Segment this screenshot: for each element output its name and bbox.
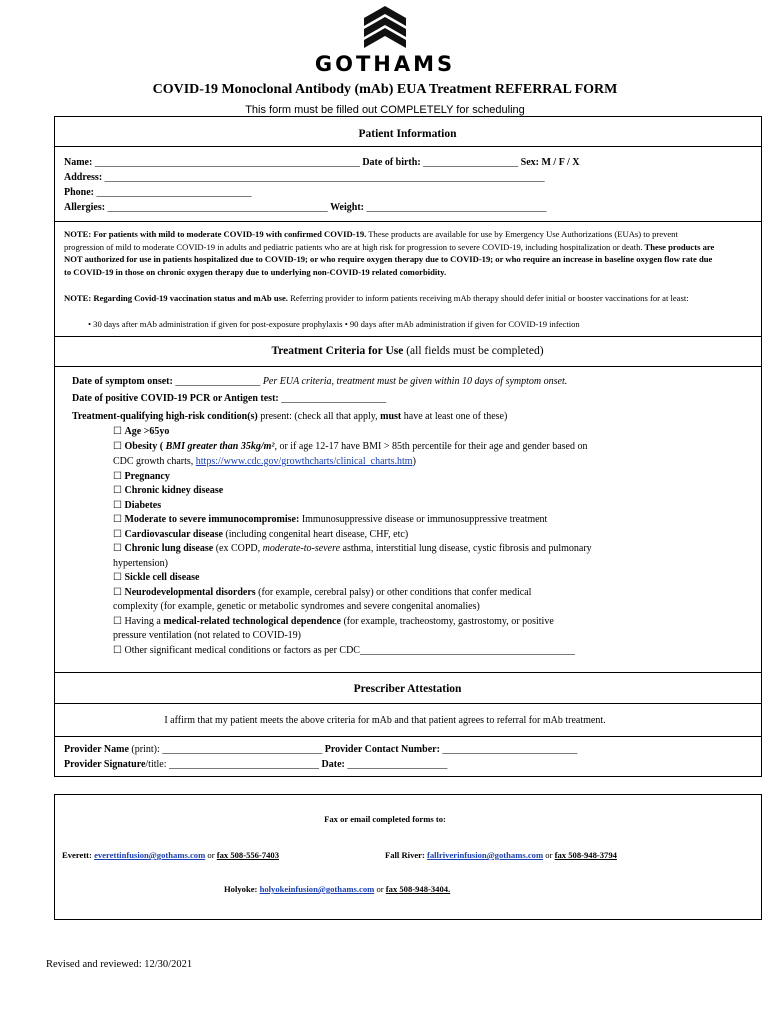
checkbox-lung-disease[interactable]: ☐ Chronic lung disease (ex COPD, moderate-to-severe asthma, interstitial lung disease, cystic fibrosis and pulmonary — [113, 543, 592, 554]
name-field[interactable]: _____________________________________________________ — [94, 157, 360, 168]
cdc-growth-charts-link[interactable]: https://www.cdc.gov/growthcharts/clinical_charts.htm — [195, 456, 413, 467]
address-label: Address: — [64, 172, 103, 183]
provider-signature-field[interactable]: ______________________________ — [166, 759, 322, 770]
fallriver-fax: fax 508-948-3794 — [554, 850, 617, 860]
checkbox-neurodevelopmental[interactable]: ☐ Neurodevelopmental disorders (for example, cerebral palsy) or other conditions that confer medical — [113, 587, 532, 598]
attestation-date-field[interactable]: ____________________ — [344, 759, 448, 770]
fallriver-email-link[interactable]: fallriverinfusion@gothams.com — [427, 850, 544, 860]
dob-field[interactable]: ___________________ — [423, 157, 519, 168]
checkbox-age[interactable]: ☐ Age >65yo — [113, 426, 170, 437]
vaccination-deferral: • 30 days after mAb administration if given for post-exposure prophylaxis • 90 days after mAb administration if given for COVID-19 infection — [88, 319, 580, 329]
sex-field[interactable]: Sex: M / F / X — [520, 157, 580, 168]
everett-email-link[interactable]: everettinfusion@gothams.com — [94, 850, 206, 860]
checkbox-sickle-cell[interactable]: ☐ Sickle cell disease — [113, 572, 200, 583]
brand-name: GOTHAMS — [314, 52, 456, 76]
checkbox-pregnancy[interactable]: ☐ Pregnancy — [113, 471, 170, 482]
attestation-heading: Prescriber Attestation — [353, 683, 462, 695]
positive-test-label: Date of positive COVID-19 PCR or Antigen test: — [72, 393, 279, 404]
conditions-label: Treatment-qualifying high-risk condition(s) — [72, 411, 258, 422]
name-label: Name: — [64, 157, 93, 168]
revision-footer: Revised and reviewed: 12/30/2021 — [46, 959, 193, 970]
provider-name-field[interactable]: ________________________________ — [159, 744, 325, 755]
symptom-onset-label: Date of symptom onset: — [72, 376, 173, 387]
everett-fax: fax 508-556-7403 — [216, 850, 280, 860]
gothams-logo-icon — [364, 6, 406, 53]
checkbox-diabetes[interactable]: ☐ Diabetes — [113, 500, 162, 511]
form-subtitle: This form must be filled out COMPLETELY for scheduling — [245, 104, 525, 116]
phone-label: Phone: — [64, 187, 94, 198]
allergies-label: Allergies: — [64, 202, 106, 213]
checkbox-immunocompromise[interactable]: ☐ Moderate to severe immunocompromise: Immunosuppressive disease or immunosuppressive treatment — [113, 514, 548, 525]
form-title: COVID-19 Monoclonal Antibody (mAb) EUA Treatment REFERRAL FORM — [152, 82, 618, 97]
contact-heading: Fax or email completed forms to: — [324, 814, 446, 824]
holyoke-fax: fax 508-948-3404. — [385, 884, 451, 894]
checkbox-tech-dependence[interactable]: ☐ Having a medical-related technological dependence (for example, tracheostomy, gastrostomy, or positive — [113, 616, 554, 627]
allergies-field[interactable]: ____________________________________________ — [107, 202, 328, 213]
vaccination-note: NOTE: Regarding Covid-19 vaccination status and mAb use. Referring provider to inform patients receiving mAb therapy should defer initial or booster vaccinations for at least: — [64, 293, 689, 303]
attestation-statement: I affirm that my patient meets the above criteria for mAb and that patient agrees to referral for mAb treatment. — [164, 715, 606, 726]
checkbox-obesity[interactable]: ☐ Obesity ( BMI greater than 35kg/m², or if age 12-17 have BMI > 85th percentile for their age and gender based on — [113, 441, 588, 452]
dob-label: Date of birth: — [362, 157, 421, 168]
weight-field[interactable]: ____________________________________ — [366, 202, 547, 213]
holyoke-email-link[interactable]: holyokeinfusion@gothams.com — [259, 884, 375, 894]
checkbox-other[interactable]: ☐ Other significant medical conditions or factors as per CDC___________________________________________ — [113, 645, 575, 656]
weight-label: Weight: — [330, 202, 364, 213]
eua-window-note: Per EUA criteria, treatment must be given within 10 days of symptom onset. — [262, 376, 568, 387]
patient-info-heading: Patient Information — [358, 128, 457, 140]
symptom-onset-field[interactable]: _________________ — [172, 376, 263, 387]
provider-contact-field[interactable]: ___________________________ — [439, 744, 578, 755]
criteria-heading: Treatment Criteria for Use (all fields must be completed) — [271, 345, 544, 357]
checkbox-cardiovascular[interactable]: ☐ Cardiovascular disease (including congenital heart disease, CHF, etc) — [113, 529, 409, 540]
checkbox-ckd[interactable]: ☐ Chronic kidney disease — [113, 485, 224, 496]
eua-note: NOTE: For patients with mild to moderate COVID-19 with confirmed COVID-19. These products are available for use by Emergency Use Authorizations (EUAs) to prevent progression of mild to moderate COVID-19 in adults and pediatric patients who are at high risk for progression to severe COVID-19, including hospitalization or death. These products are NOT authorized for use in patients hospitalized due to COVID-19; or who require oxygen therapy due to COVID-19; or who require an increase in baseline oxygen flow rate due to COVID-19 in those on chronic oxygen therapy due to underlying non-COVID-19 related comorbidity. — [64, 229, 715, 277]
positive-test-field[interactable]: _____________________ — [278, 393, 387, 404]
phone-field[interactable]: _______________________________ — [96, 187, 252, 198]
address-field[interactable]: ________________________________________________________________________________________ — [104, 172, 545, 183]
